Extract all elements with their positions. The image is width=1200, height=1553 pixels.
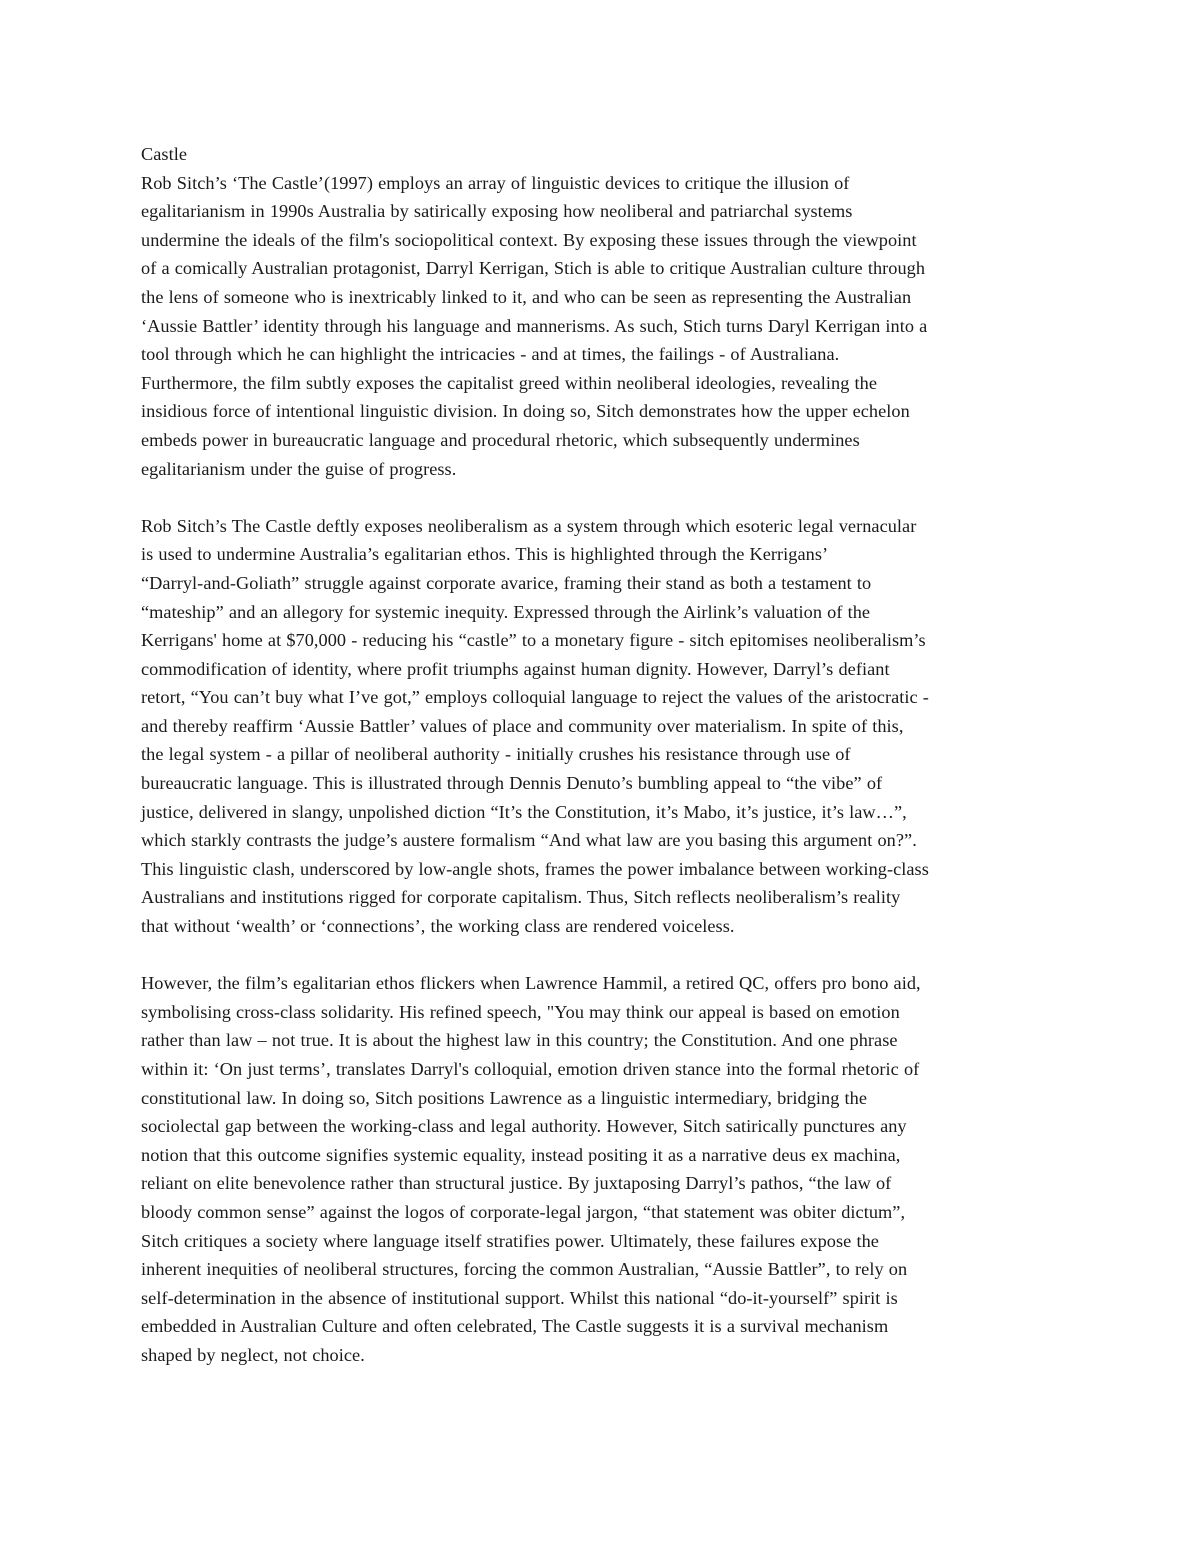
paragraph-line: egalitarianism in 1990s Australia by satirically exposing how neoliberal and patriarchal systems: [141, 201, 853, 222]
paragraph-line: Sitch critiques a society where language itself stratifies power. Ultimately, these failures expose the: [141, 1230, 879, 1251]
paragraph-line: Kerrigans' home at $70,000 - reducing his “castle” to a monetary figure - sitch epitomises neoliberalism’s: [141, 630, 926, 651]
document-title: Castle: [141, 144, 187, 164]
paragraph-line: within it: ‘On just terms’, translates Darryl's colloquial, emotion driven stance into the formal rhetoric of: [141, 1059, 920, 1079]
paragraph-line: which starkly contrasts the judge’s austere formalism “And what law are you basing this argument on?”.: [141, 830, 917, 851]
paragraph-line: However, the film’s egalitarian ethos flickers when Lawrence Hammil, a retired QC, offers pro bono aid,: [141, 973, 921, 994]
paragraph-line: bureaucratic language. This is illustrated through Dennis Denuto’s bumbling appeal to “the vibe” of: [141, 773, 883, 794]
paragraph-line: embeds power in bureaucratic language and procedural rhetoric, which subsequently undermines: [141, 429, 860, 450]
paragraph-line: the lens of someone who is inextricably linked to it, and who can be seen as representing the Australian: [141, 286, 912, 307]
paragraph-line: that without ‘wealth’ or ‘connections’, the working class are rendered voiceless.: [141, 916, 735, 937]
paragraph-line: Australians and institutions rigged for corporate capitalism. Thus, Sitch reflects neoliberalism’s reality: [141, 887, 901, 908]
paragraph-line: of a comically Australian protagonist, Darryl Kerrigan, Stich is able to critique Australian culture through: [141, 258, 926, 279]
paragraph-line: symbolising cross-class solidarity. His refined speech, "You may think our appeal is based on emotion: [141, 1001, 900, 1022]
paragraph-line: Furthermore, the film subtly exposes the capitalist greed within neoliberal ideologies, revealing the: [141, 372, 878, 393]
paragraph-line: ‘Aussie Battler’ identity through his language and mannerisms. As such, Stich turns Daryl Kerrigan into a: [141, 315, 928, 336]
paragraph-line: egalitarianism under the guise of progress.: [141, 458, 457, 479]
paragraph-line: is used to undermine Australia’s egalitarian ethos. This is highlighted through the Kerrigans’: [141, 544, 829, 565]
paragraph-line: inherent inequities of neoliberal structures, forcing the common Australian, “Aussie Battler”, to rely on: [141, 1259, 908, 1280]
paragraph-line: rather than law – not true. It is about the highest law in this country; the Constitution. And one phrase: [141, 1030, 898, 1051]
paragraph-line: self-determination in the absence of institutional support. Whilst this national “do-it-yourself” spirit is: [141, 1287, 898, 1308]
paragraph-line: Rob Sitch’s ‘The Castle’(1997) employs an array of linguistic devices to critique the illusion of: [141, 172, 850, 193]
paragraph-line: “Darryl-and-Goliath” struggle against corporate avarice, framing their stand as both a testament to: [141, 572, 872, 593]
paragraph-line: retort, “You can’t buy what I’ve got,” employs colloquial language to reject the values of the aristocratic -: [141, 687, 929, 708]
paragraph-line: embedded in Australian Culture and often celebrated, The Castle suggests it is a survival mechanism: [141, 1316, 889, 1337]
paragraph-line: notion that this outcome signifies systemic equality, instead positing it as a narrative deus ex machina,: [141, 1144, 901, 1165]
paragraph-line: bloody common sense” against the logos of corporate-legal jargon, “that statement was obiter dictum”,: [141, 1201, 906, 1222]
paragraph-line: This linguistic clash, underscored by low-angle shots, frames the power imbalance between working-class: [141, 858, 929, 879]
paragraph-line: tool through which he can highlight the intricacies - and at times, the failings - of Australiana.: [141, 344, 840, 365]
paragraph-line: sociolectal gap between the working-class and legal authority. However, Sitch satirically punctures any: [141, 1116, 907, 1137]
paragraph-line: reliant on elite benevolence rather than structural justice. By juxtaposing Darryl’s pathos, “the law of: [141, 1173, 892, 1194]
paragraph-line: “mateship” and an allegory for systemic inequity. Expressed through the Airlink’s valuation of the: [141, 601, 871, 622]
paragraph-3: [141, 969, 1066, 1369]
paragraph-line: justice, delivered in slangy, unpolished diction “It’s the Constitution, it’s Mabo, it’s justice, it’s law…”,: [141, 801, 907, 822]
document-body: [141, 140, 1066, 1370]
paragraph-2: [141, 512, 1066, 941]
paragraph-line: undermine the ideals of the film's sociopolitical context. By exposing these issues through the viewpoint: [141, 229, 917, 250]
paragraph-line: shaped by neglect, not choice.: [141, 1344, 365, 1365]
paragraph-line: and thereby reaffirm ‘Aussie Battler’ values of place and community over materialism. In spite of this,: [141, 715, 904, 736]
paragraph-1: [141, 169, 1066, 484]
paragraph-line: constitutional law. In doing so, Sitch positions Lawrence as a linguistic intermediary, bridging the: [141, 1087, 868, 1108]
paragraph-line: commodification of identity, where profit triumphs against human dignity. However, Darryl’s defiant: [141, 658, 890, 679]
paragraph-line: insidious force of intentional linguistic division. In doing so, Sitch demonstrates how the upper echelon: [141, 401, 910, 422]
paragraph-spacer: [141, 483, 1066, 512]
paragraph-spacer: [141, 941, 1066, 970]
paragraph-line: Rob Sitch’s The Castle deftly exposes neoliberalism as a system through which esoteric legal vernacular: [141, 515, 917, 536]
paragraph-line: the legal system - a pillar of neoliberal authority - initially crushes his resistance through use of: [141, 744, 851, 765]
